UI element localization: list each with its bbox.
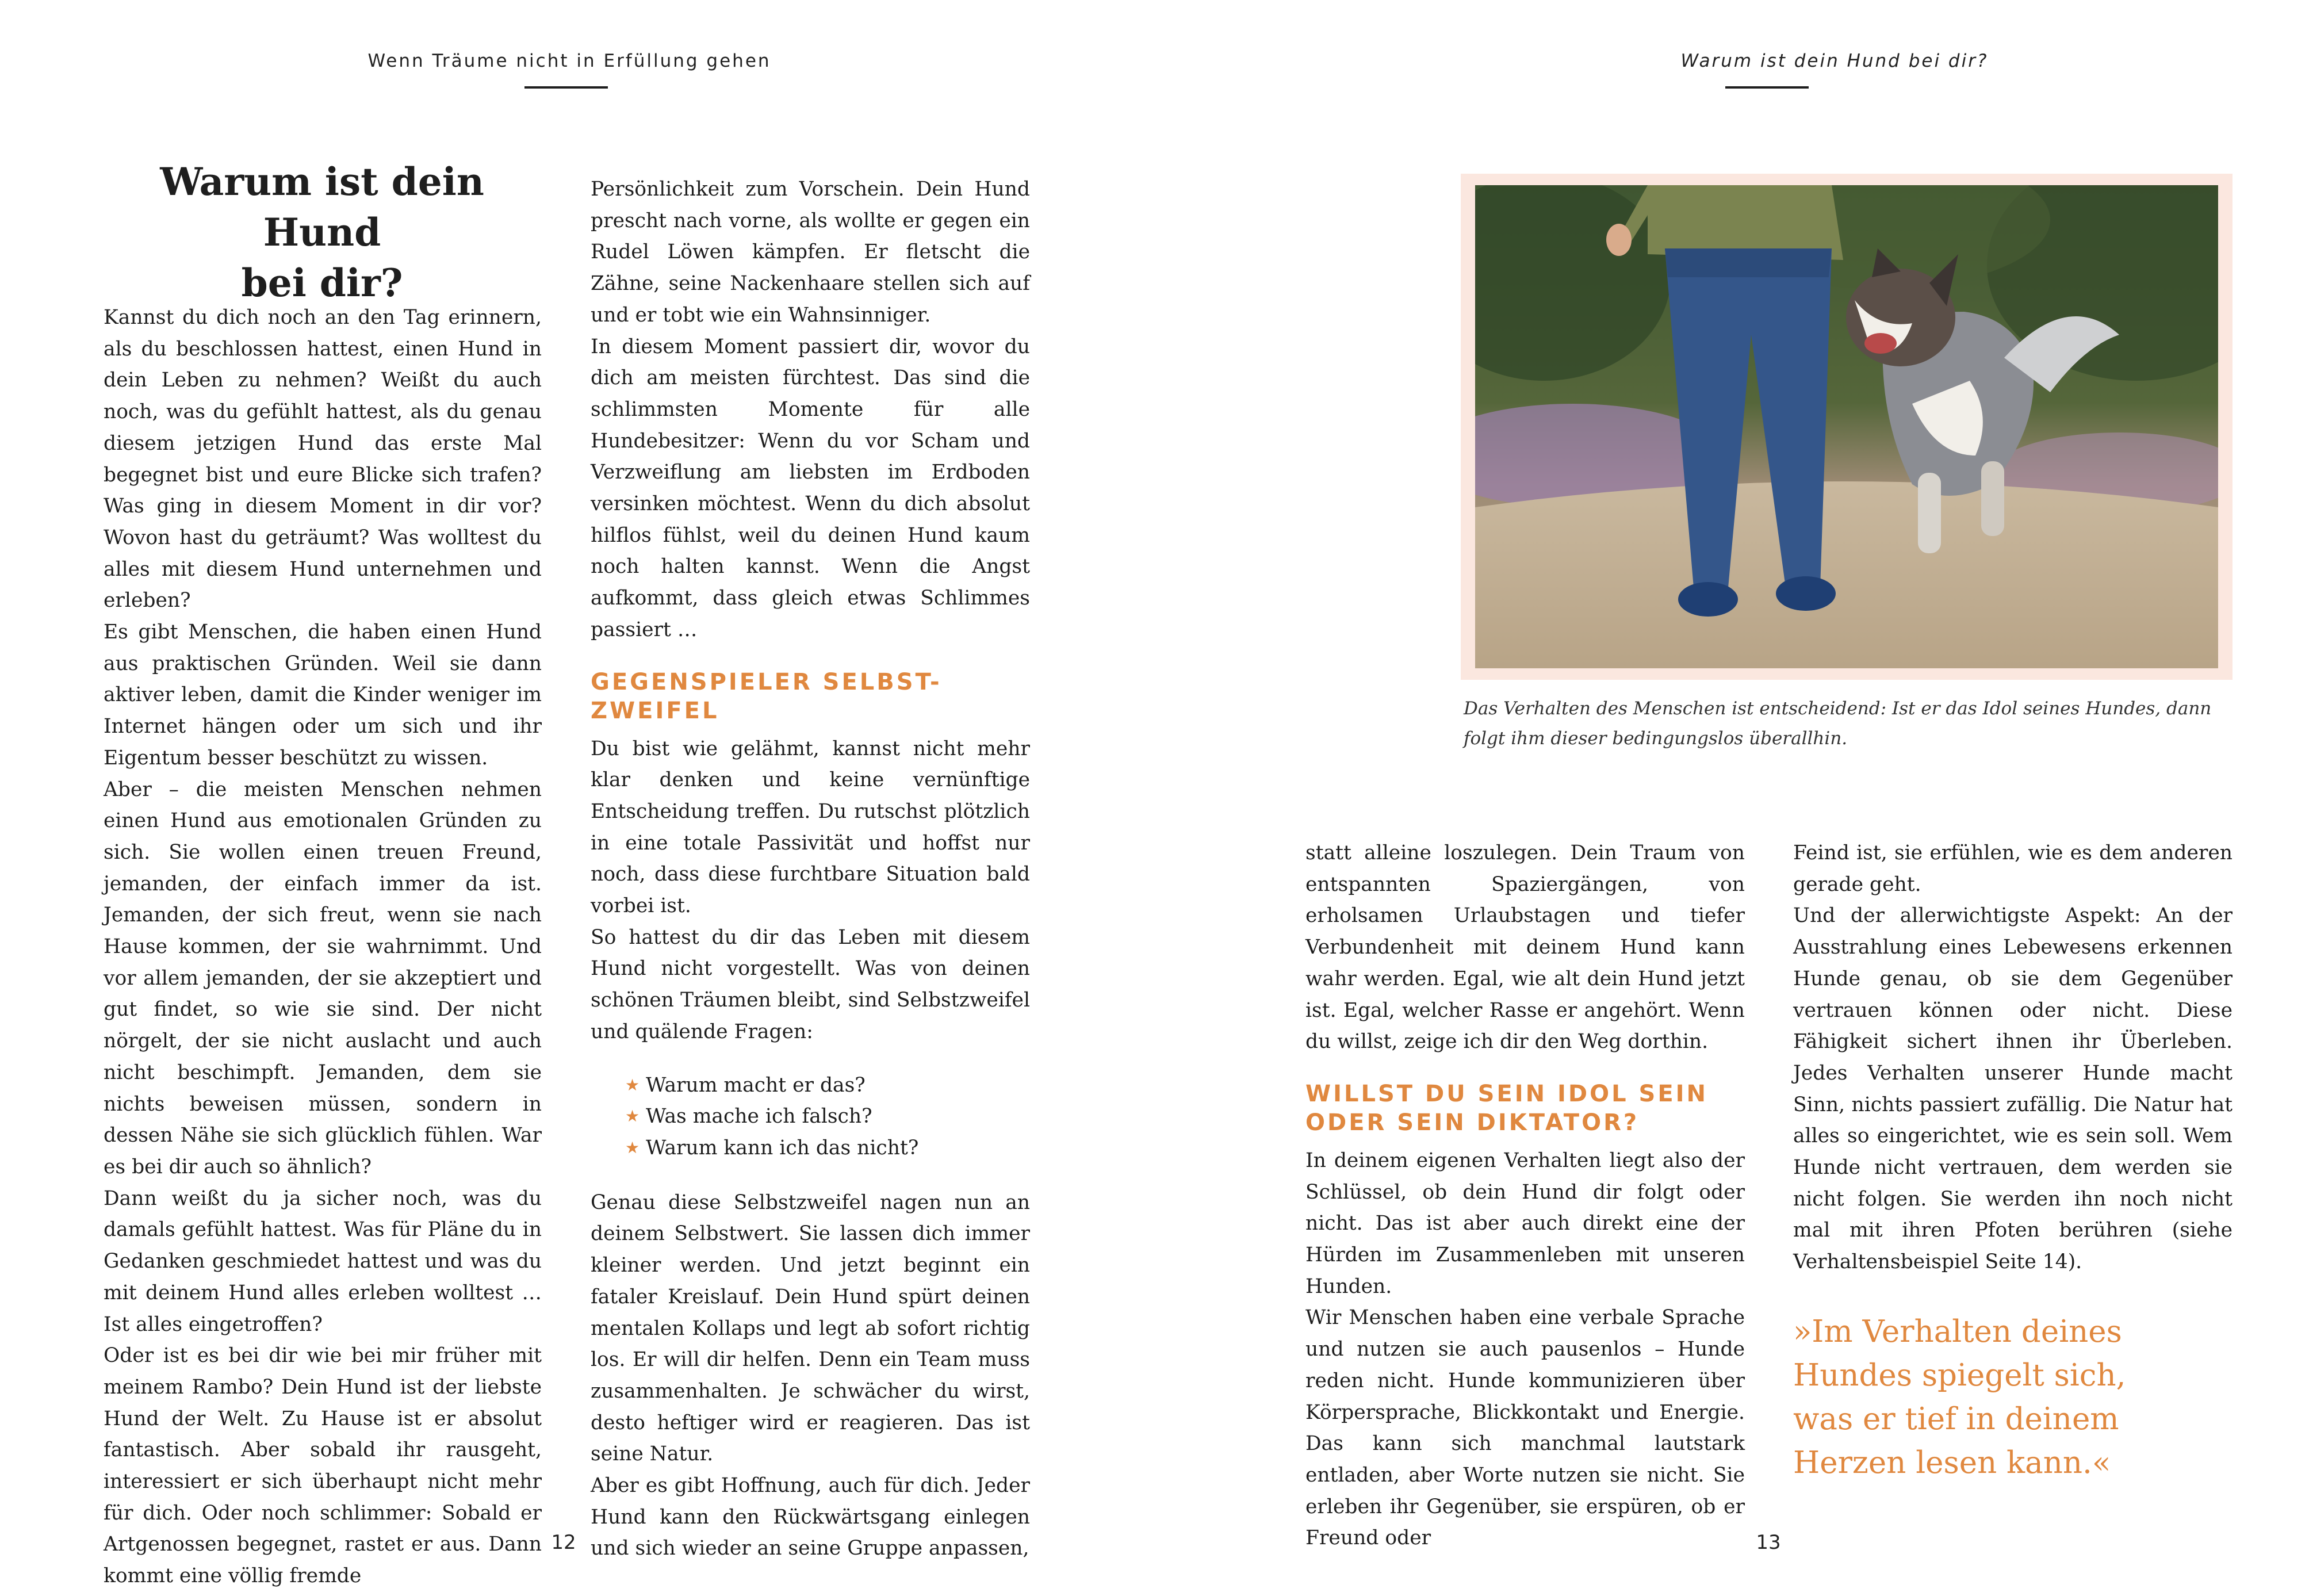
running-head-rule-right bbox=[1725, 86, 1809, 89]
title-line-2: bei dir? bbox=[241, 261, 403, 305]
paragraph: Es gibt Menschen, die haben einen Hund aus praktischen Gründen. Weil sie dann aktiver leben, damit die Kinder weniger im Internet hängen oder um sich und ihr Eigentum besser beschützt zu wissen. bbox=[104, 621, 542, 770]
heading-line: WILLST DU SEIN IDOL SEIN bbox=[1305, 1080, 1709, 1107]
right-shoe bbox=[1776, 576, 1836, 611]
section-heading-selbstzweifel bbox=[591, 668, 1030, 725]
paragraph: In deinem eigenen Verhalten liegt also der Schlüssel, ob dein Hund dir folgt oder nicht. Das ist aber auch direkt eine der Hürden im Zusammenleben mit unseren Hunden. bbox=[1305, 1149, 1745, 1298]
pull-quote: »Im Verhalten deines Hundes spiegelt sich, was er tief in deinem Herzen lesen kann.« bbox=[1793, 1314, 2126, 1480]
photo-frame bbox=[1461, 174, 2233, 680]
running-head-left: Wenn Träume nicht in Erfüllung gehen bbox=[367, 51, 771, 71]
paragraph: Genau diese Selbstzweifel nagen nun an deinem Selbstwert. Sie lassen dich immer kleiner werden. Und jetzt beginnt ein fataler Kreislauf. Dein Hund spürt deinen mentalen Kollaps und legt ab sofort richtig los. Er will dir helfen. Denn ein Team muss zusammenhalten. Je schwächer du wirst, desto heftiger wird er reagieren. Das ist seine Natur. bbox=[591, 1191, 1030, 1466]
list-item: ★ Warum macht er das? bbox=[625, 1070, 1030, 1101]
paragraph: Persönlichkeit zum Vorschein. Dein Hund prescht nach vorne, als wollte er gegen ein Rudel Löwen kämpfen. Er fletscht die Zähne, seine Nackenhaare stellen sich auf und er tobt wie ein Wahnsinniger. bbox=[591, 178, 1030, 327]
list-item: ★ Warum kann ich das nicht? bbox=[625, 1132, 1030, 1164]
list-item: ★ Was mache ich falsch? bbox=[625, 1101, 1030, 1132]
question-list bbox=[625, 1070, 1030, 1164]
paragraph: So hattest du dir das Leben mit diesem Hund nicht vorgestellt. Was von deinen schönen Träumen bleibt, sind Selbstzweifel und quälende Fragen: bbox=[591, 925, 1030, 1043]
star-icon: ★ bbox=[625, 1107, 640, 1126]
paragraph: statt alleine loszulegen. Dein Traum von entspannten Spaziergängen, von erholsamen Urlaubstagen und tiefer Verbundenheit mit deinem Hund kann wahr werden. Egal, wie alt dein Hund jetzt ist. Egal, welcher Rasse er angehört. Wenn du willst, zeige ich dir den Weg dorthin. bbox=[1305, 841, 1745, 1054]
heading-line: ZWEIFEL bbox=[591, 697, 719, 724]
paragraph: Feind ist, sie erfühlen, wie es dem anderen gerade geht. bbox=[1793, 841, 2233, 896]
paragraph: Aber – die meisten Menschen nehmen einen Hund aus emotionalen Gründen zu sich. Sie wollen einen treuen Freund, jemanden, der einfach immer da ist. Jemanden, der sich freut, wenn sie nach Hause kommen, der sie wahrnimmt. Und vor allem jemanden, der sie akzeptiert und gut findet, so wie sie sind. Der nicht nörgelt, der sie nicht auslacht und auch nicht beschimpft. Jemanden, dem sie nichts beweisen müssen, sondern in dessen Nähe sie sich glücklich fühlen. War es bei dir auch so ähnlich? bbox=[104, 778, 542, 1178]
right-column-1 bbox=[1305, 837, 1745, 1554]
page-number-right: 13 bbox=[1756, 1531, 1781, 1554]
page-number-left: 12 bbox=[551, 1531, 576, 1554]
running-head-rule-left bbox=[524, 86, 608, 89]
left-shoe bbox=[1678, 582, 1738, 617]
paragraph: Aber es gibt Hoffnung, auch für dich. Jeder Hund kann den Rückwärtsgang einlegen und sich wieder an seine Gruppe anpassen, bbox=[591, 1474, 1030, 1560]
running-head-right: Warum ist dein Hund bei dir? bbox=[1680, 51, 1989, 71]
paragraph: Oder ist es bei dir wie bei mir früher mit meinem Rambo? Dein Hund ist der liebste Hund der Welt. Zu Hause ist er absolut fantastisch. Aber sobald ihr rausgeht, interessiert er sich überhaupt nicht mehr für dich. Oder noch schlimmer: Sobald er Artgenossen begegnet, rastet er aus. Dann kommt eine völlig fremde bbox=[104, 1344, 542, 1588]
right-column-2 bbox=[1793, 837, 2233, 1278]
dog-walking-photo bbox=[1475, 185, 2218, 668]
paragraph: Wir Menschen haben eine verbale Sprache und nutzen sie auch pausenlos – Hunde reden nicht. Hunde kommunizieren über Körpersprache, Blickkontakt und Energie. Das kann sich manchmal lautstark entladen, aber Worte nutzen sie nicht. Sie erleben ihr Gegenüber, sie erspüren, ob er Freund oder bbox=[1305, 1306, 1745, 1550]
left-column-1 bbox=[104, 302, 542, 1592]
paragraph: Und der allerwichtigste Aspekt: An der Ausstrahlung eines Lebewesens erkennen Hunde genau, ob sie dem Gegenüber vertrauen können oder nicht. Diese Fähigkeit sichert ihnen ihr Überleben. Jedes Verhalten unserer Hunde macht Sinn, nichts passiert zufällig. Die Natur hat alles so eingerichtet, wie es sein soll. Wem Hunde nicht vertrauen, dem werden sie nicht folgen. Sie werden ihn noch nicht mal mit ihren Pfoten berühren (siehe Verhaltensbeispiel Seite 14). bbox=[1793, 904, 2233, 1274]
left-column-2 bbox=[591, 174, 1030, 1564]
star-icon: ★ bbox=[625, 1075, 640, 1094]
title-line-1: Warum ist dein Hund bbox=[160, 159, 484, 255]
sandy-path bbox=[1475, 481, 2218, 668]
paragraph: In diesem Moment passiert dir, wovor du dich am meisten fürchtest. Das sind die schlimmsten Momente für alle Hundebesitzer: Wenn du vor Scham und Verzweiflung am liebsten im Erdboden versinken möchtest. Wenn du dich absolut hilflos fühlst, weil du deinen Hund kaum noch halten kannst. Wenn die Angst aufkommt, dass gleich etwas Schlimmes passiert … bbox=[591, 335, 1030, 641]
photo-caption: Das Verhalten des Menschen ist entscheidend: Ist er das Idol seines Hundes, dann folgt ihm dieser bedingungslos überallhin. bbox=[1464, 698, 2212, 749]
star-icon: ★ bbox=[625, 1138, 640, 1157]
paragraph: Du bist wie gelähmt, kannst nicht mehr klar denken und keine vernünftige Entscheidung treffen. Du rutschst plötzlich in eine totale Passivität und hoffst nur noch, dass diese furchtbare Situation bald vorbei ist. bbox=[591, 737, 1030, 918]
page-title bbox=[98, 156, 546, 308]
paragraph: Kannst du dich noch an den Tag erinnern, als du beschlossen hattest, einen Hund in dein Leben zu nehmen? Weißt du auch noch, was du gefühlt hattest, als du genau diesem jetzigen Hund das erste Mal begegnet bist und eure Blicke sich trafen? Was ging in diesem Moment in dir vor? Wovon hast du geträumt? Was wolltest du alles mit diesem Hund unternehmen und erleben? bbox=[104, 306, 542, 613]
heading-line: ODER SEIN DIKTATOR? bbox=[1305, 1109, 1640, 1136]
heading-line: GEGENSPIELER SELBST- bbox=[591, 668, 942, 695]
paragraph: Dann weißt du ja sicher noch, was du damals gefühlt hattest. Was für Pläne du in Gedanken geschmiedet hattest und was du mit deinem Hund alles erleben wolltest … Ist alles eingetroffen? bbox=[104, 1187, 542, 1336]
section-heading-idol bbox=[1305, 1080, 1745, 1137]
